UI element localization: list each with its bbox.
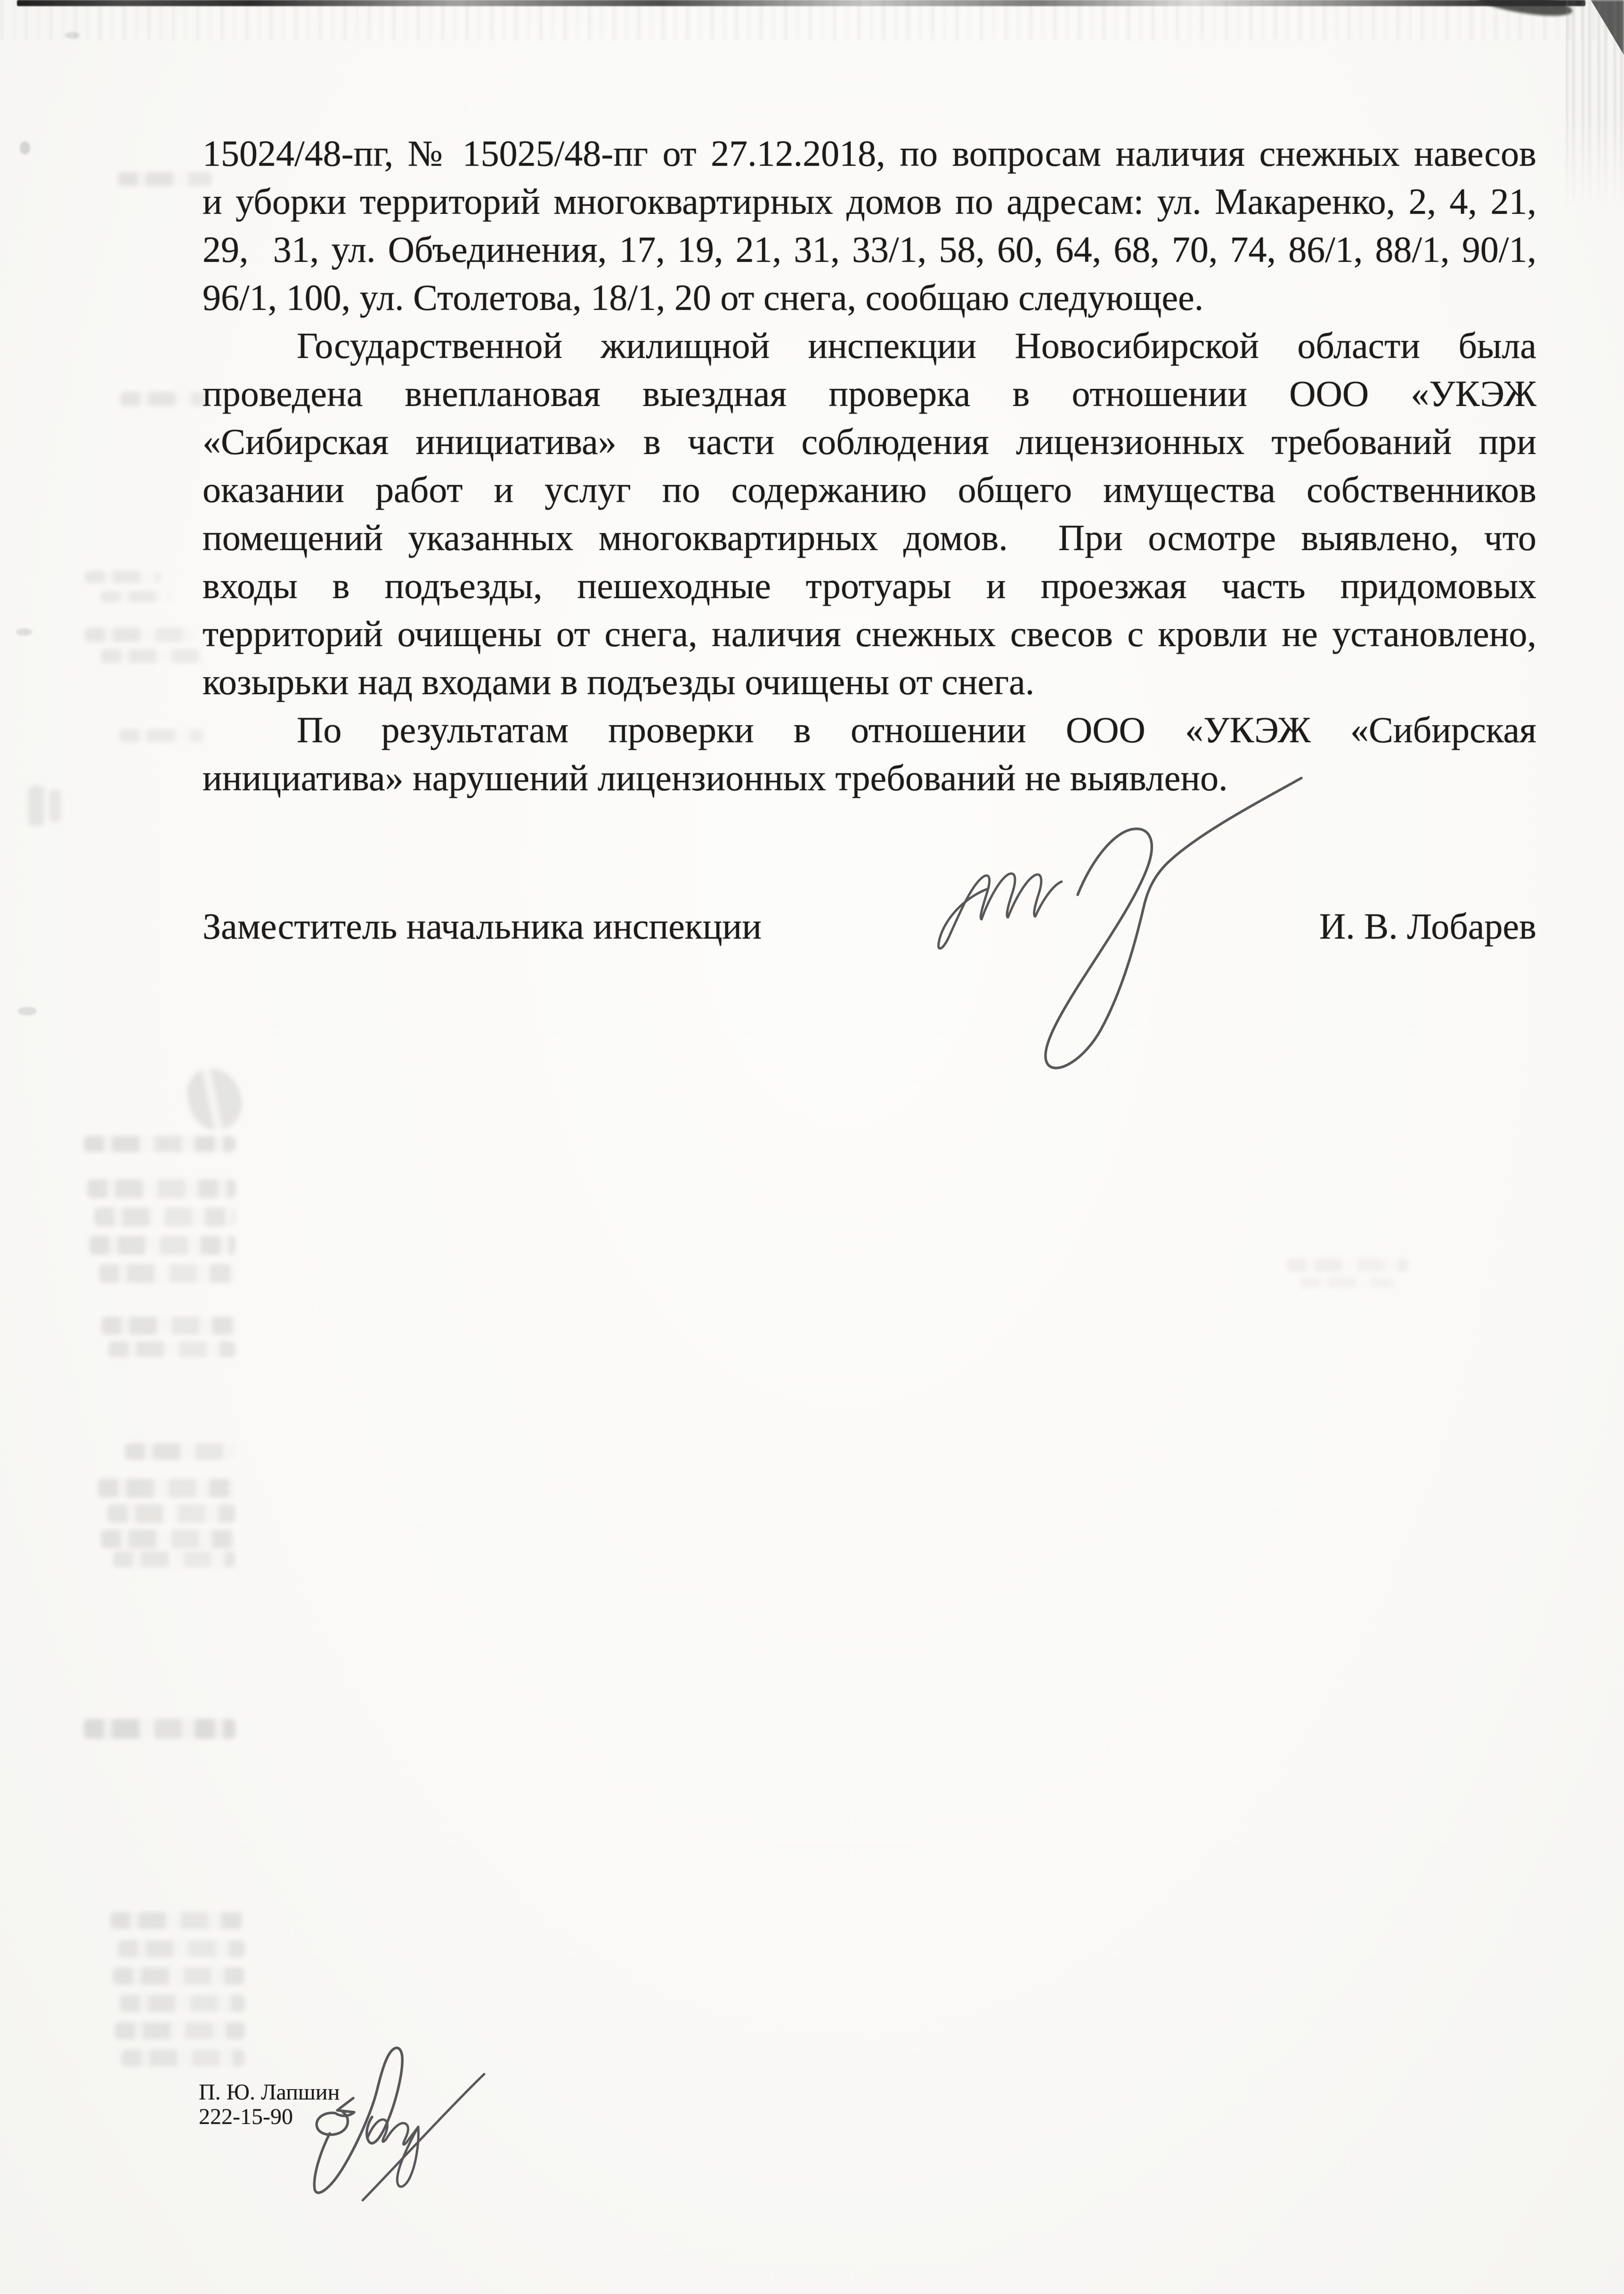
bleed-through-smudge: [99, 1264, 235, 1283]
scan-right-streaks: [1566, 0, 1624, 207]
paragraph-2-line-8: козырьки над входами в подъезды очищены от снега.: [203, 661, 1035, 702]
bleed-through-smudge: [122, 2050, 245, 2067]
bleed-through-smudge: [84, 1136, 235, 1152]
bleed-through-smudge: [101, 1530, 235, 1548]
bleed-through-smudge: [113, 1551, 235, 1567]
signer-position-label: Заместитель начальника инспекции: [203, 906, 762, 947]
executor-name: П. Ю. Лапшин: [199, 2080, 340, 2105]
bleed-through-smudge: [1300, 1277, 1394, 1288]
executor-phone: 222-15-90: [199, 2104, 293, 2129]
bleed-through-smudge: [115, 2022, 245, 2039]
signer-name: И. В. Лобарев: [1319, 906, 1536, 947]
bleed-through-smudge: [110, 1912, 245, 1929]
paragraph-2-line-1: Государственной жилищной инспекции Новосибирской области была: [297, 325, 1536, 366]
paragraph-2-line-6: входы в подъезды, пешеходные тротуары и проезжая часть придомовых: [203, 565, 1536, 606]
paragraph-3-line-1: По результатам проверки в отношении ООО «УКЭЖ «Сибирская: [297, 709, 1536, 750]
paragraph-1-line-1: 15024/48-пг, № 15025/48-пг от 27.12.2018, по вопросам наличия снежных навесов: [203, 133, 1536, 174]
bleed-through-smudge: [84, 1719, 235, 1739]
bleed-through-smudge: [120, 392, 207, 406]
paragraph-2-line-7: территорий очищены от снега, наличия снежных свесов с кровли не установлено,: [203, 613, 1536, 654]
bleed-through-smudge: [94, 1208, 235, 1226]
bleed-through-smudge: [49, 789, 61, 822]
bleed-through-smudge: [108, 1341, 235, 1357]
scan-corner-mark: [1583, 0, 1624, 71]
bleed-through-smudge: [89, 1236, 235, 1255]
scan-top-edge-band: [17, 0, 1585, 6]
paragraph-2-line-2: проведена внеплановая выездная проверка в отношении ООО «УКЭЖ: [203, 373, 1536, 414]
bleed-through-smudge: [119, 729, 204, 742]
bleed-through-smudge: [125, 1443, 236, 1460]
bleed-through-smudge: [85, 571, 160, 583]
paragraph-2-line-4: оказании работ и услуг по содержанию общего имущества собственников: [203, 469, 1536, 510]
bleed-through-smudge: [98, 1479, 235, 1498]
paragraph-1-line-2: и уборки территорий многоквартирных домов по адресам: ул. Макаренко, 2, 4, 21,: [203, 181, 1536, 222]
bleed-through-smudge: [183, 1063, 247, 1135]
bleed-through-smudge: [118, 172, 212, 186]
bleed-through-smudge: [101, 649, 203, 663]
scan-speck: [65, 32, 80, 39]
paragraph-3-line-2: инициатива» нарушений лицензионных требований не выявлено.: [203, 757, 1228, 798]
paragraph-1-line-4: 96/1, 100, ул. Столетова, 18/1, 20 от снега, сообщаю следующее.: [203, 277, 1204, 318]
bleed-through-smudge: [85, 628, 194, 642]
bleed-through-smudge: [118, 1940, 245, 1957]
bleed-through-smudge: [120, 1995, 245, 2012]
signature-row: [203, 902, 1536, 950]
handwritten-signature-executor: [301, 2042, 499, 2211]
paragraph-1-line-3: 29, 31, ул. Объединения, 17, 19, 21, 31, 33/1, 58, 60, 64, 68, 70, 74, 86/1, 88/1, 90/1,: [203, 229, 1536, 270]
bleed-through-smudge: [100, 591, 172, 602]
bleed-through-smudge: [87, 1179, 236, 1198]
paragraph-2-line-3: «Сибирская инициатива» в части соблюдения лицензионных требований при: [203, 421, 1536, 462]
scan-noise-haze: [0, 0, 1624, 40]
paragraph-2-line-5: помещений указанных многоквартирных домов. При осмотре выявлено, что: [203, 517, 1536, 558]
scan-speck: [18, 1007, 37, 1015]
bleed-through-smudge: [113, 1968, 245, 1985]
handwritten-signature-main: [935, 775, 1312, 1095]
letter-body: [203, 130, 1536, 802]
scan-speck: [20, 141, 30, 154]
bleed-through-smudge: [1287, 1258, 1408, 1272]
bleed-through-smudge: [107, 1504, 235, 1523]
scan-top-edge-dash: [1473, 0, 1574, 19]
bleed-through-smudge: [28, 786, 44, 826]
scan-speck: [16, 628, 32, 636]
bleed-through-smudge: [101, 1317, 236, 1335]
